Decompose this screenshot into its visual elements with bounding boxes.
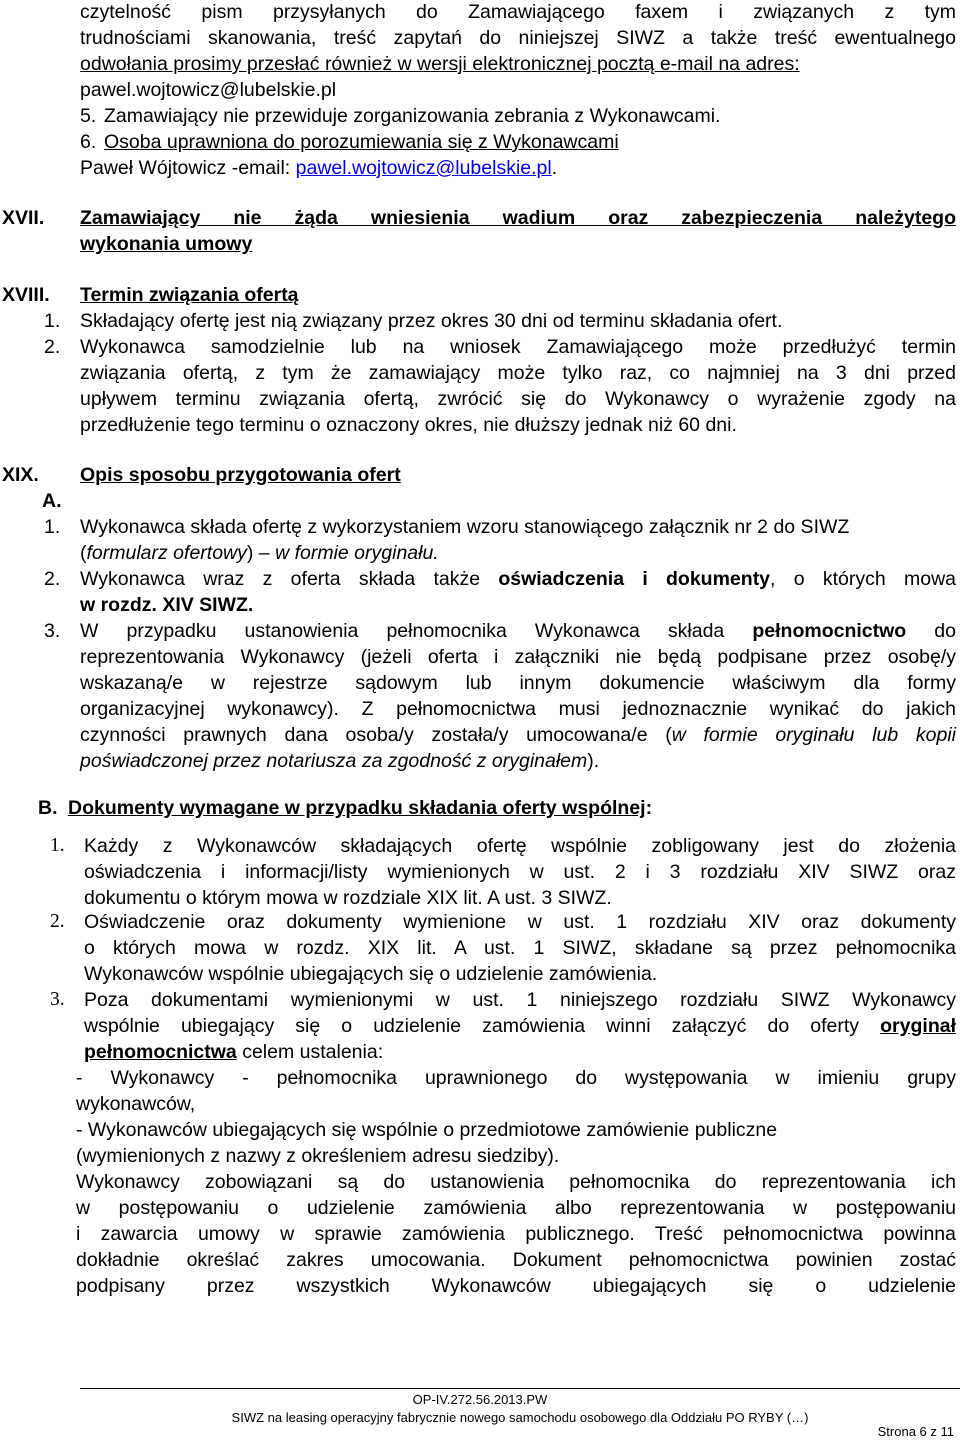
text-run: czynności prawnych dana osoba/y została/y umocowana/e ( — [80, 724, 672, 746]
item-text: - Wykonawców ubiegających się wspólnie o przedmiotowe zamówienie publiczne — [76, 1119, 778, 1141]
text-run: ( — [80, 542, 87, 564]
item-text: w postępowaniu o udzielenie zamówienia albo reprezentowania w postępowaniu — [76, 1197, 956, 1219]
email-link[interactable]: pawel.wojtowicz@lubelskie.pl — [80, 79, 337, 101]
subsection-letter: A. — [42, 490, 62, 512]
section-title: Zamawiający nie żąda wniesienia wadium oraz zabezpieczenia należytego — [80, 207, 956, 229]
section-number: XIX. — [2, 464, 39, 486]
bold-run: oświadczenia i dokumenty — [498, 568, 771, 590]
item-text — [80, 541, 439, 565]
item-text — [84, 1014, 956, 1038]
item-text — [80, 723, 956, 747]
item-text: organizacyjnej wykonawcy). Z pełnomocnictwa musi jednoznacznie wynikać do jakich — [80, 698, 956, 720]
item-number: 5. — [80, 105, 97, 127]
item-text — [84, 1040, 383, 1064]
item-text: związania ofertą, z tym że zamawiający może tylko raz, co najmniej na 3 dni przed — [80, 362, 956, 384]
section-title: Termin związania ofertą — [80, 284, 299, 306]
italic-run: w formie oryginału. — [275, 542, 439, 564]
bold-run: pełnomocnictwo — [752, 620, 907, 642]
item-text: Wykonawca samodzielnie lub na wniosek Zamawiającego może przedłużyć termin — [80, 336, 956, 358]
subsection-letter: B. — [38, 797, 58, 819]
item-number: 6. — [80, 131, 97, 153]
item-number: 1. — [44, 516, 61, 538]
email-link[interactable]: pawel.wojtowicz@lubelskie.pl — [295, 157, 552, 179]
para-line: czytelność pism przysyłanych do Zamawiającego faxem i związanych z tym — [80, 1, 956, 23]
text-run: W przypadku ustanowienia pełnomocnika Wykonawca składa — [80, 620, 753, 642]
item-text — [80, 567, 956, 591]
item-number: 2. — [44, 336, 61, 358]
item-text: podpisany przez wszystkich Wykonawców ubiegających się o udzielenie — [76, 1275, 956, 1297]
item-text: wskazaną/e w rejestrze sądowym lub innym dokumencie właściwym dla formy — [80, 672, 956, 694]
para-line — [80, 52, 800, 76]
item-text: Wykonawcy zobowiązani są do ustanowienia pełnomocnika do reprezentowania ich — [76, 1171, 956, 1193]
item-number: 3. — [50, 989, 65, 1010]
item-text: Składający ofertę jest nią związany przez okres 30 dni od terminu składania ofert. — [80, 310, 783, 332]
item-number: 1. — [44, 310, 61, 332]
item-text: reprezentowania Wykonawcy (jeżeli oferta i załączniki nie będą podpisane przez osobę/y — [80, 646, 956, 668]
text-run: , o których mowa — [770, 568, 956, 590]
text-run: ). — [587, 750, 600, 772]
item-number: 1. — [50, 835, 65, 856]
footer-reference: OP-IV.272.56.2013.PW — [412, 1392, 548, 1407]
underlined-title: Dokumenty wymagane w przypadku składania oferty wspólnej — [68, 797, 646, 819]
item-text: wykonawców, — [76, 1093, 196, 1115]
item-text: o których mowa w rozdz. XIX lit. A ust. 1 SIWZ, składane są przez pełnomocnika — [84, 937, 956, 959]
item-text — [80, 619, 956, 643]
page-number: Strona 6 z 11 — [877, 1424, 954, 1439]
item-number: 3. — [44, 620, 61, 642]
item-text: upływem terminu związania ofertą, zwrócić się do Wykonawcy o wyrażenie zgody na — [80, 388, 956, 410]
item-text — [80, 749, 599, 773]
italic-run: formularz ofertowy — [86, 542, 247, 564]
item-text: i zawarcia umowy w sprawie zamówienia publicznego. Treść pełnomocnictwa powinna — [76, 1223, 956, 1245]
underlined-word: odwołania prosimy przesłać również w wersji elektronicznej pocztą e-mail na adres: — [80, 53, 800, 75]
text-run: Wykonawca wraz z oferta składa także — [80, 568, 499, 590]
section-title: wykonania umowy — [80, 233, 253, 255]
item-text: dokumentu o którym mowa w rozdziale XIX lit. A ust. 3 SIWZ. — [84, 887, 612, 909]
colon: : — [645, 797, 653, 819]
period: . — [551, 157, 558, 179]
section-title: Opis sposobu przygotowania ofert — [80, 464, 401, 486]
item-text: - Wykonawcy - pełnomocnika uprawnionego do występowania w imieniu grupy — [76, 1067, 956, 1089]
item-text: Osoba uprawniona do porozumiewania się z Wykonawcami — [104, 131, 619, 153]
item-text: Każdy z Wykonawców składających ofertę wspólnie zobligowany jest do złożenia — [84, 835, 956, 857]
item-number: 2. — [50, 911, 65, 932]
item-text: oświadczenia i informacji/listy wymienionych w ust. 2 i 3 rozdziału XIV SIWZ oraz — [84, 861, 956, 883]
subsection-title — [68, 796, 652, 820]
text-run: celem ustalenia: — [236, 1041, 384, 1063]
text-run: wspólnie ubiegający się o udzielenie zamówienia winni załączyć do oferty — [84, 1015, 881, 1037]
footer-description: SIWZ na leasing operacyjny fabrycznie nowego samochodu osobowego dla Oddziału PO RYBY (…) — [231, 1410, 809, 1425]
item-text: dokładnie określać zakres umocowania. Dokument pełnomocnictwa powinien zostać — [76, 1249, 956, 1271]
item-text: Wykonawca składa ofertę z wykorzystaniem wzoru stanowiącego załącznik nr 2 do SIWZ — [80, 516, 850, 538]
item-number: 2. — [44, 568, 61, 590]
item-text: Oświadczenie oraz dokumenty wymienione w ust. 1 rozdziału XIV oraz dokumenty — [84, 911, 956, 933]
item-text: Wykonawców wspólnie ubiegających się o udzielenie zamówienia. — [84, 963, 658, 985]
para-line: trudnościami skanowania, treść zapytań do niniejszej SIWZ a także treść ewentualnego — [80, 27, 956, 49]
item-text: (wymienionych z nazwy z określeniem adresu siedziby). — [76, 1145, 560, 1167]
item-text: przedłużenie tego terminu o oznaczony okres, nie dłuższy jednak niż 60 dni. — [80, 414, 737, 436]
italic-run: poświadczonej przez notariusza za zgodność z oryginałem — [80, 750, 588, 772]
contact-line — [80, 156, 557, 180]
bold-underlined-run: oryginał — [880, 1015, 956, 1037]
text-run: ) – — [246, 542, 276, 564]
bold-underlined-run: pełnomocnictwa — [84, 1041, 237, 1063]
section-number: XVIII. — [2, 284, 50, 306]
italic-run: w formie oryginału lub kopii — [671, 724, 956, 746]
section-number: XVII. — [2, 207, 45, 229]
item-text: Zamawiający nie przewiduje zorganizowania zebrania z Wykonawcami. — [104, 105, 721, 127]
item-text: Poza dokumentami wymienionymi w ust. 1 niniejszego rozdziału SIWZ Wykonawcy — [84, 989, 956, 1011]
footer-divider — [80, 1388, 960, 1389]
item-text: w rozdz. XIV SIWZ. — [80, 594, 254, 616]
text-run: do — [906, 620, 956, 642]
contact-label: Paweł Wójtowicz -email: — [80, 157, 296, 179]
